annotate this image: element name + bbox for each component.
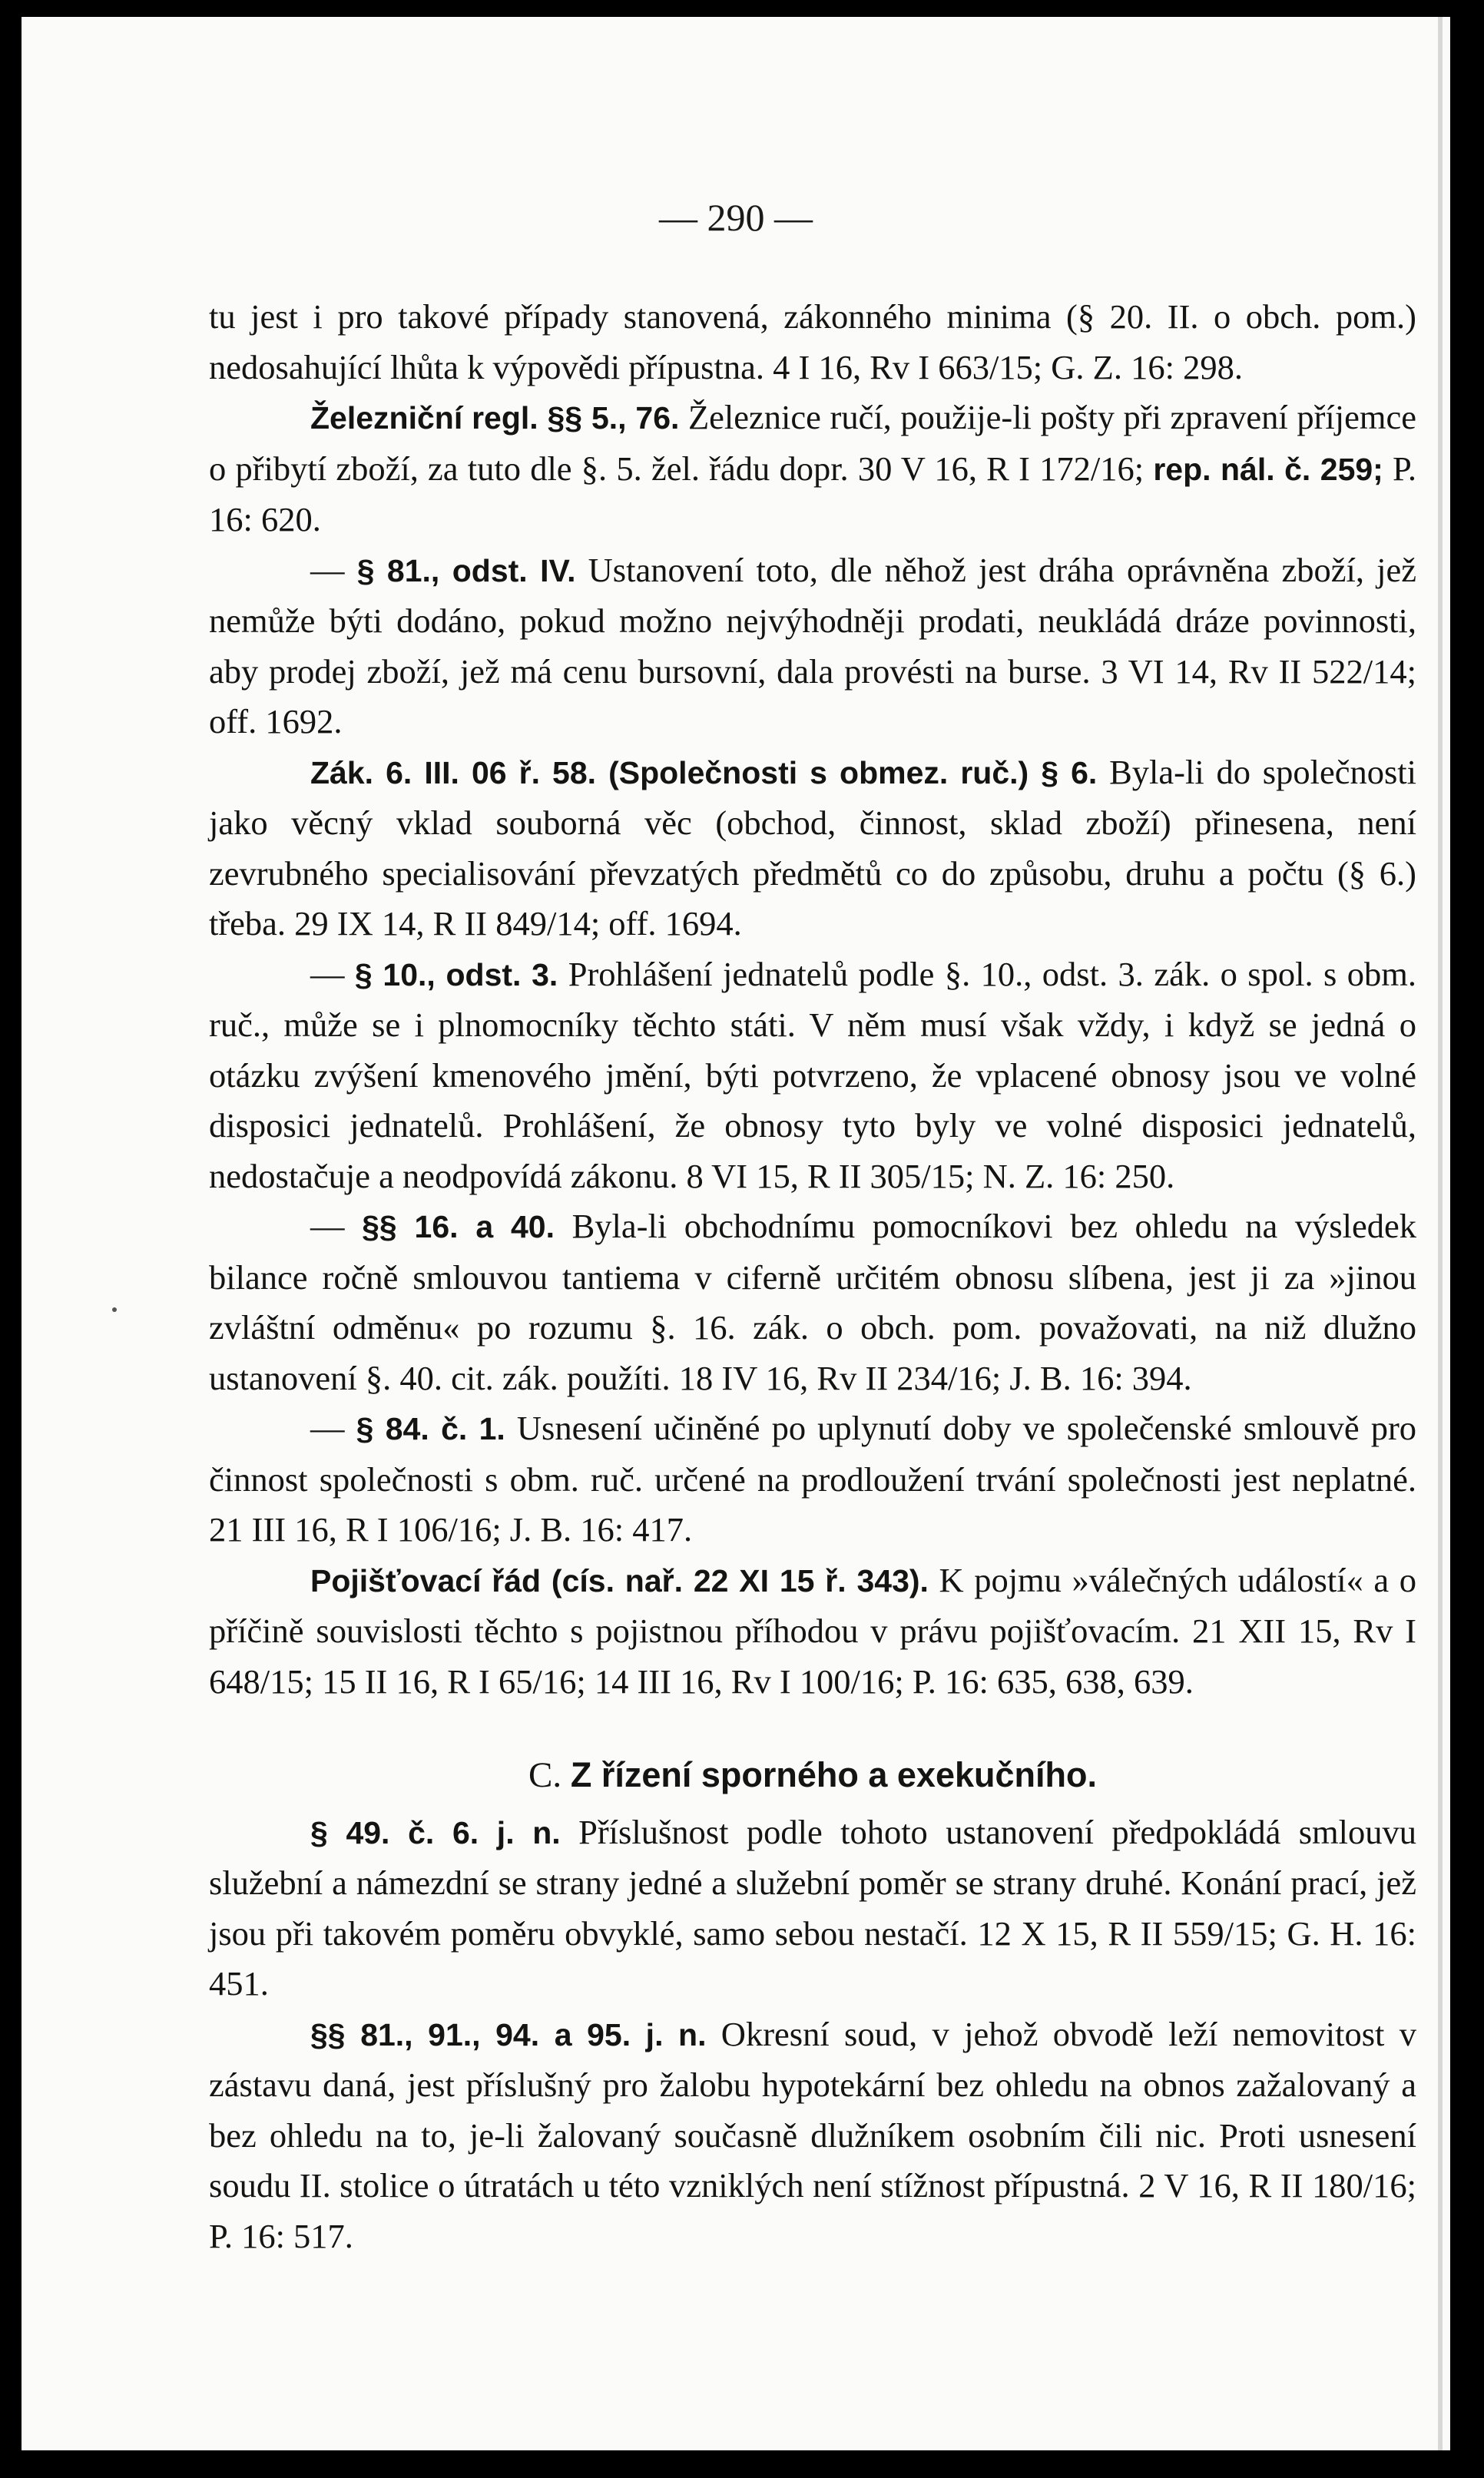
scan-edge bbox=[1438, 17, 1443, 2450]
section-heading bbox=[209, 1750, 1416, 1801]
paragraph-text: Okresní soud, v jehož obvodě leží nemovitost v zástavu daná, jest příslušný pro žalobu hypotekární bez ohledu na obnos zažalovaný a bez ohledu na to, je-li žalovaný současně dlužníkem osobním čili nic. Proti usnesení soudu II. stolice o útratách u této vzniklých není stížnost přípustná. 2 V 16, R II 180/16; P. 16: 517. bbox=[209, 2014, 1416, 2255]
paragraph-lead: Železniční regl. §§ 5., 76. bbox=[310, 400, 680, 436]
paragraph-company-law-6 bbox=[209, 747, 1416, 949]
paragraph-lead: § 81., odst. IV. bbox=[356, 552, 576, 588]
paragraph-text: Ustanovení toto, dle něhož jest dráha oprávněna zboží, jež nemůže býti dodáno, pokud možno nejvýhodněji prodati, neukládá dráze povinnosti, aby prodej zboží, jež má cenu bursovní, dala provésti na burse. 3 VI 14, Rv II 522/14; off. 1692. bbox=[209, 550, 1417, 740]
paragraph-sections-81-95 bbox=[209, 2009, 1416, 2262]
paragraph-text: K pojmu »válečných událostí« a o příčině souvislosti těchto s pojistnou příhodou v právu pojišťovacím. 21 XII 15, Rv I 648/15; 15 II 16, R I 65/16; 14 III 16, Rv I 100/16; P. 16: 635, 638, 639. bbox=[209, 1560, 1416, 1701]
paragraph-text-tail: P. 16: 620. bbox=[209, 449, 1416, 538]
dash-prefix: — bbox=[310, 954, 355, 993]
dash-prefix: — bbox=[310, 550, 357, 589]
paragraph-section-49 bbox=[209, 1807, 1416, 2009]
paragraph-text: Byla-li obchodnímu pomocníkovi bez ohledu na výsledek bilance ročně smlouvou tantiema v ciferně určitém obnosu slíbena, jest ji za »jinou zvláštní odměnu« po rozumu §. 16. zák. o obch. pom. považovati, na niž dlužno ustanovení §. 40. cit. zák. použíti. 18 IV 16, Rv II 234/16; J. B. 16: 394. bbox=[209, 1207, 1417, 1397]
scanned-page bbox=[22, 17, 1450, 2450]
margin-speck bbox=[112, 1307, 117, 1312]
paragraph-lead: § 49. č. 6. j. n. bbox=[310, 1814, 561, 1850]
paragraph-text: Příslušnost podle tohoto ustanovení předpokládá smlouvu služební a námezdní se strany jedné a služební poměr se strany druhé. Konání prací, jež jsou při takovém poměru obvyklé, samo sebou nestačí. 12 X 15, R II 559/15; G. H. 16: 451. bbox=[209, 1812, 1417, 2003]
paragraph-section-81 bbox=[209, 545, 1416, 747]
paragraph-lead: §§ 16. a 40. bbox=[362, 1209, 555, 1244]
paragraph-railway-regulation bbox=[209, 393, 1416, 545]
paragraph-text: tu jest i pro takové případy stanovená, zákonného minima (§ 20. II. o obch. pom.) nedosahující lhůta k výpovědi přípustna. 4 I 16, Rv I 663/15; G. Z. 16: 298. bbox=[209, 297, 1416, 386]
paragraph-section-84 bbox=[209, 1403, 1416, 1555]
dash-prefix: — bbox=[310, 1207, 363, 1245]
dash-prefix: — bbox=[310, 1409, 356, 1447]
paragraph-text: Byla-li do společnosti jako věcný vklad souborná věc (obchod, činnost, sklad zboží) přinesena, není zevrubného specialisování převzatých předmětů co do způsobu, druhu a počtu (§ 6.) třeba. 29 IX 14, R II 849/14; off. 1694. bbox=[209, 752, 1416, 943]
paragraph-section-10 bbox=[209, 949, 1416, 1202]
paragraph-lead: Pojišťovací řád (cís. nař. 22 XI 15 ř. 343). bbox=[310, 1562, 929, 1598]
paragraph-lead: Zák. 6. III. 06 ř. 58. (Společnosti s obmez. ruč.) § 6. bbox=[310, 754, 1098, 790]
paragraph-insurance-order bbox=[209, 1555, 1416, 1708]
paragraph-citation-bold: rep. nál. č. 259; bbox=[1153, 451, 1383, 487]
paragraph-sections-16-40 bbox=[209, 1201, 1416, 1403]
paragraph-lead: § 10., odst. 3. bbox=[354, 956, 558, 992]
paragraph-continuation bbox=[209, 292, 1416, 393]
paragraph-text: Usnesení učiněné po uplynutí doby ve společenské smlouvě pro činnost společnosti s obm. ruč. určené na prodloužení trvání společnosti jest neplatné. 21 III 16, R I 106/16; J. B. 16: 417. bbox=[209, 1409, 1417, 1549]
section-letter: C. bbox=[528, 1755, 562, 1795]
body-text bbox=[209, 292, 1416, 2261]
section-title: Z řízení sporného a exekučního. bbox=[570, 1755, 1097, 1794]
paragraph-text: Prohlášení jednatelů podle §. 10., odst. 3. zák. o spol. s obm. ruč., může se i plnomocníky těchto státi. V něm musí však vždy, i když se jedná o otázku zvýšení kmenového jmění, býti potvrzeno, že vplacené obnosy jsou ve volné disposici jednatelů. Prohlášení, že obnosy tyto byly ve volné disposici jednatelů, nedostačuje a neodpovídá zákonu. 8 VI 15, R II 305/15; N. Z. 16: 250. bbox=[209, 954, 1416, 1195]
paragraph-lead: §§ 81., 91., 94. a 95. j. n. bbox=[310, 2016, 707, 2052]
paragraph-lead: § 84. č. 1. bbox=[356, 1411, 505, 1446]
paragraph-text: Železnice ručí, použije-li pošty při zpravení příjemce o přibytí zboží, za tuto dle §. 5. žel. řádu dopr. 30 V 16, R I 172/16; bbox=[209, 398, 1416, 488]
page-number: — 290 — bbox=[659, 196, 813, 239]
